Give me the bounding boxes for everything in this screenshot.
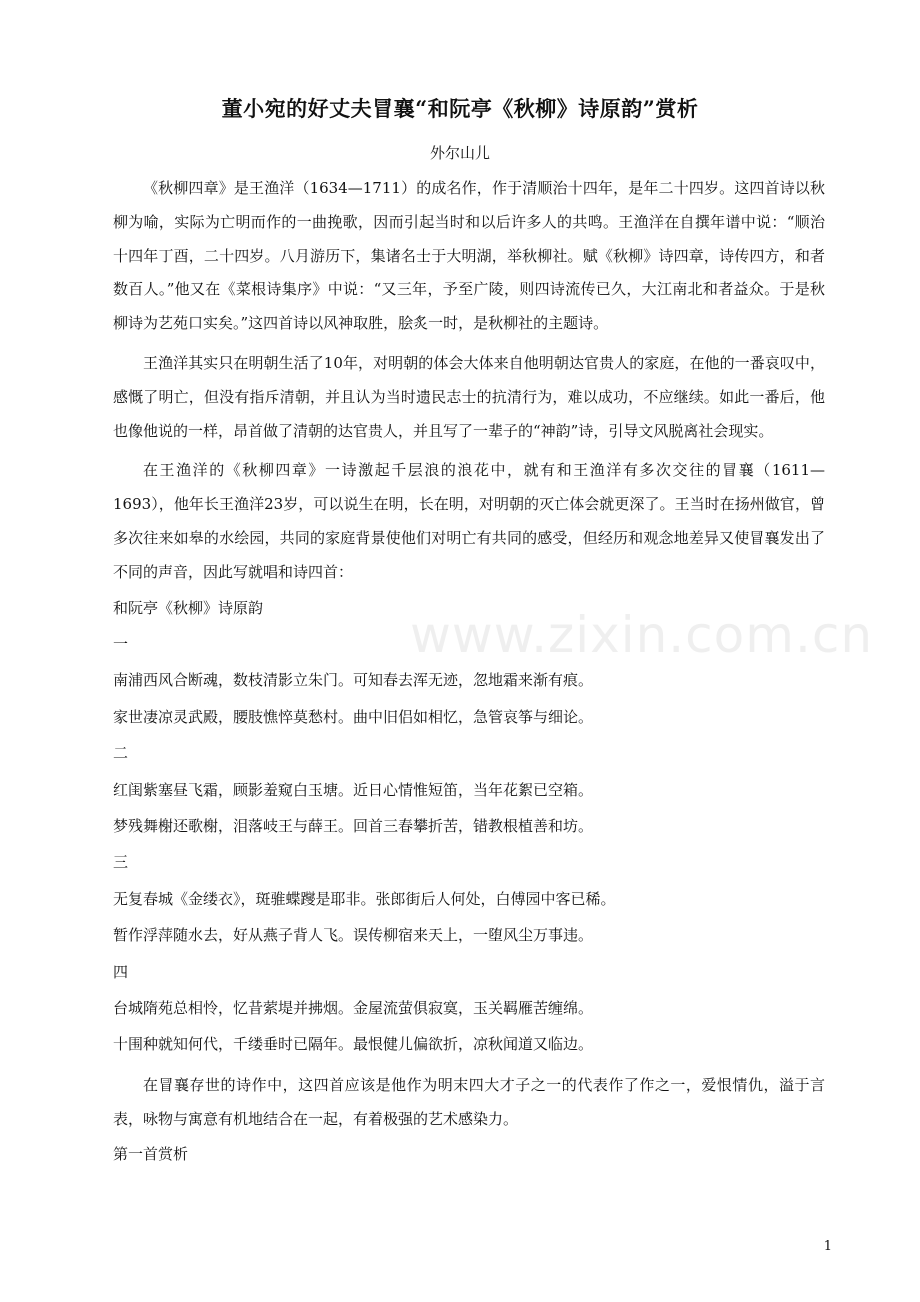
poem-3-line-1: 无复春城《金缕衣》，斑骓蝶躞是耶非。张郎街后人何处，白傅园中客已稀。	[113, 889, 616, 908]
poem-number-4: 四	[113, 962, 129, 981]
poem-number-1: 一	[113, 634, 129, 653]
body-text	[113, 172, 874, 1173]
paragraph-2: 王渔洋其实只在明朝生活了10年，对明朝的体会大体来自他明朝达官贵人的家庭，在他的一番哀叹中，感慨了明亡，但没有指斥清朝，并且认为当时遗民志士的抗清行为，难以成功，不应继续。如此一番后，他也像他说的一样，昂首做了清朝的达官贵人，并且写了一辈子的“神韵”诗，引导文风脱离社会现实。	[113, 353, 825, 440]
page-number: 1	[823, 1239, 832, 1254]
paragraph-1: 《秋柳四章》是王渔洋（1634—1711）的成名作，作于清顺治十四年，是年二十四岁。这四首诗以秋柳为喻，实际为亡明而作的一曲挽歌，因而引起当时和以后许多人的共鸣。王渔洋在自撰年谱中说：“顺治十四年丁酉，二十四岁。八月游历下，集诸名士于大明湖，举秋柳社。赋《秋柳》诗四章，诗传四方，和者数百人。”他又在《菜根诗集序》中说：“又三年，予至广陵，则四诗流传已久，大江南北和者益众。于是秋柳诗为艺苑口实矣。”这四首诗以风神取胜，脍炙一时，是秋柳社的主题诗。	[113, 179, 825, 333]
poem-number-2: 二	[113, 744, 129, 763]
poem-1-line-1: 南浦西风合断魂，数枝清影立朱门。可知春去浑无迹，忽地霜来渐有痕。	[113, 671, 594, 690]
watermark: www.zixin.com.cn	[410, 606, 874, 664]
poem-number-3: 三	[113, 853, 129, 872]
poem-2-line-2: 梦残舞榭还歌榭，泪落岐王与薛王。回首三春攀折苦，错教根植善和坊。	[113, 817, 594, 835]
paragraph-4: 在冒襄存世的诗作中，这四首应该是他作为明末四大才子之一的代表作了作之一，爱恨情仇，溢于言表，咏物与寓意有机地结合在一起，有着极强的艺术感染力。	[113, 1075, 825, 1128]
poem-4-line-1: 台城隋苑总相怜，忆昔萦堤并拂烟。金屋流萤俱寂寞，玉关羁雁苦缠绵。	[113, 999, 594, 1018]
poem-4-line-2: 十围种就知何代，千缕垂时已隔年。最恨健儿偏欲折，凉秋闻道又临边。	[113, 1035, 594, 1054]
section-heading: 第一首赏析	[113, 1145, 189, 1164]
poem-title: 和阮亭《秋柳》诗原韵	[113, 598, 264, 617]
paragraph-3: 在王渔洋的《秋柳四章》一诗激起千层浪的浪花中，就有和王渔洋有多次交往的冒襄（1611—1693），他年长王渔洋23岁，可以说生在明，长在明，对明朝的灭亡体会就更深了。王当时在扬州做官，曾多次往来如皋的水绘园，共同的家庭背景使他们对明亡有共同的感受，但经历和观念地差异又使冒襄发出了不同的声音，因此写就唱和诗四首：	[113, 461, 825, 581]
author-name: 外尔山儿	[429, 144, 490, 162]
poem-1-line-2: 家世凄凉灵武殿，腰肢憔悴莫愁村。曲中旧侣如相忆，急管哀筝与细论。	[113, 707, 594, 726]
poem-2-line-1: 红闺紫塞昼飞霜，顾影羞窥白玉塘。近日心情惟短笛，当年花絮已空箱。	[113, 780, 594, 799]
poem-3-line-2: 暂作浮萍随水去，好从燕子背人飞。误传柳宿来天上，一堕风尘万事违。	[113, 926, 594, 945]
document-title: 董小宛的好丈夫冒襄“和阮亭《秋柳》诗原韵”赏析	[221, 96, 699, 121]
